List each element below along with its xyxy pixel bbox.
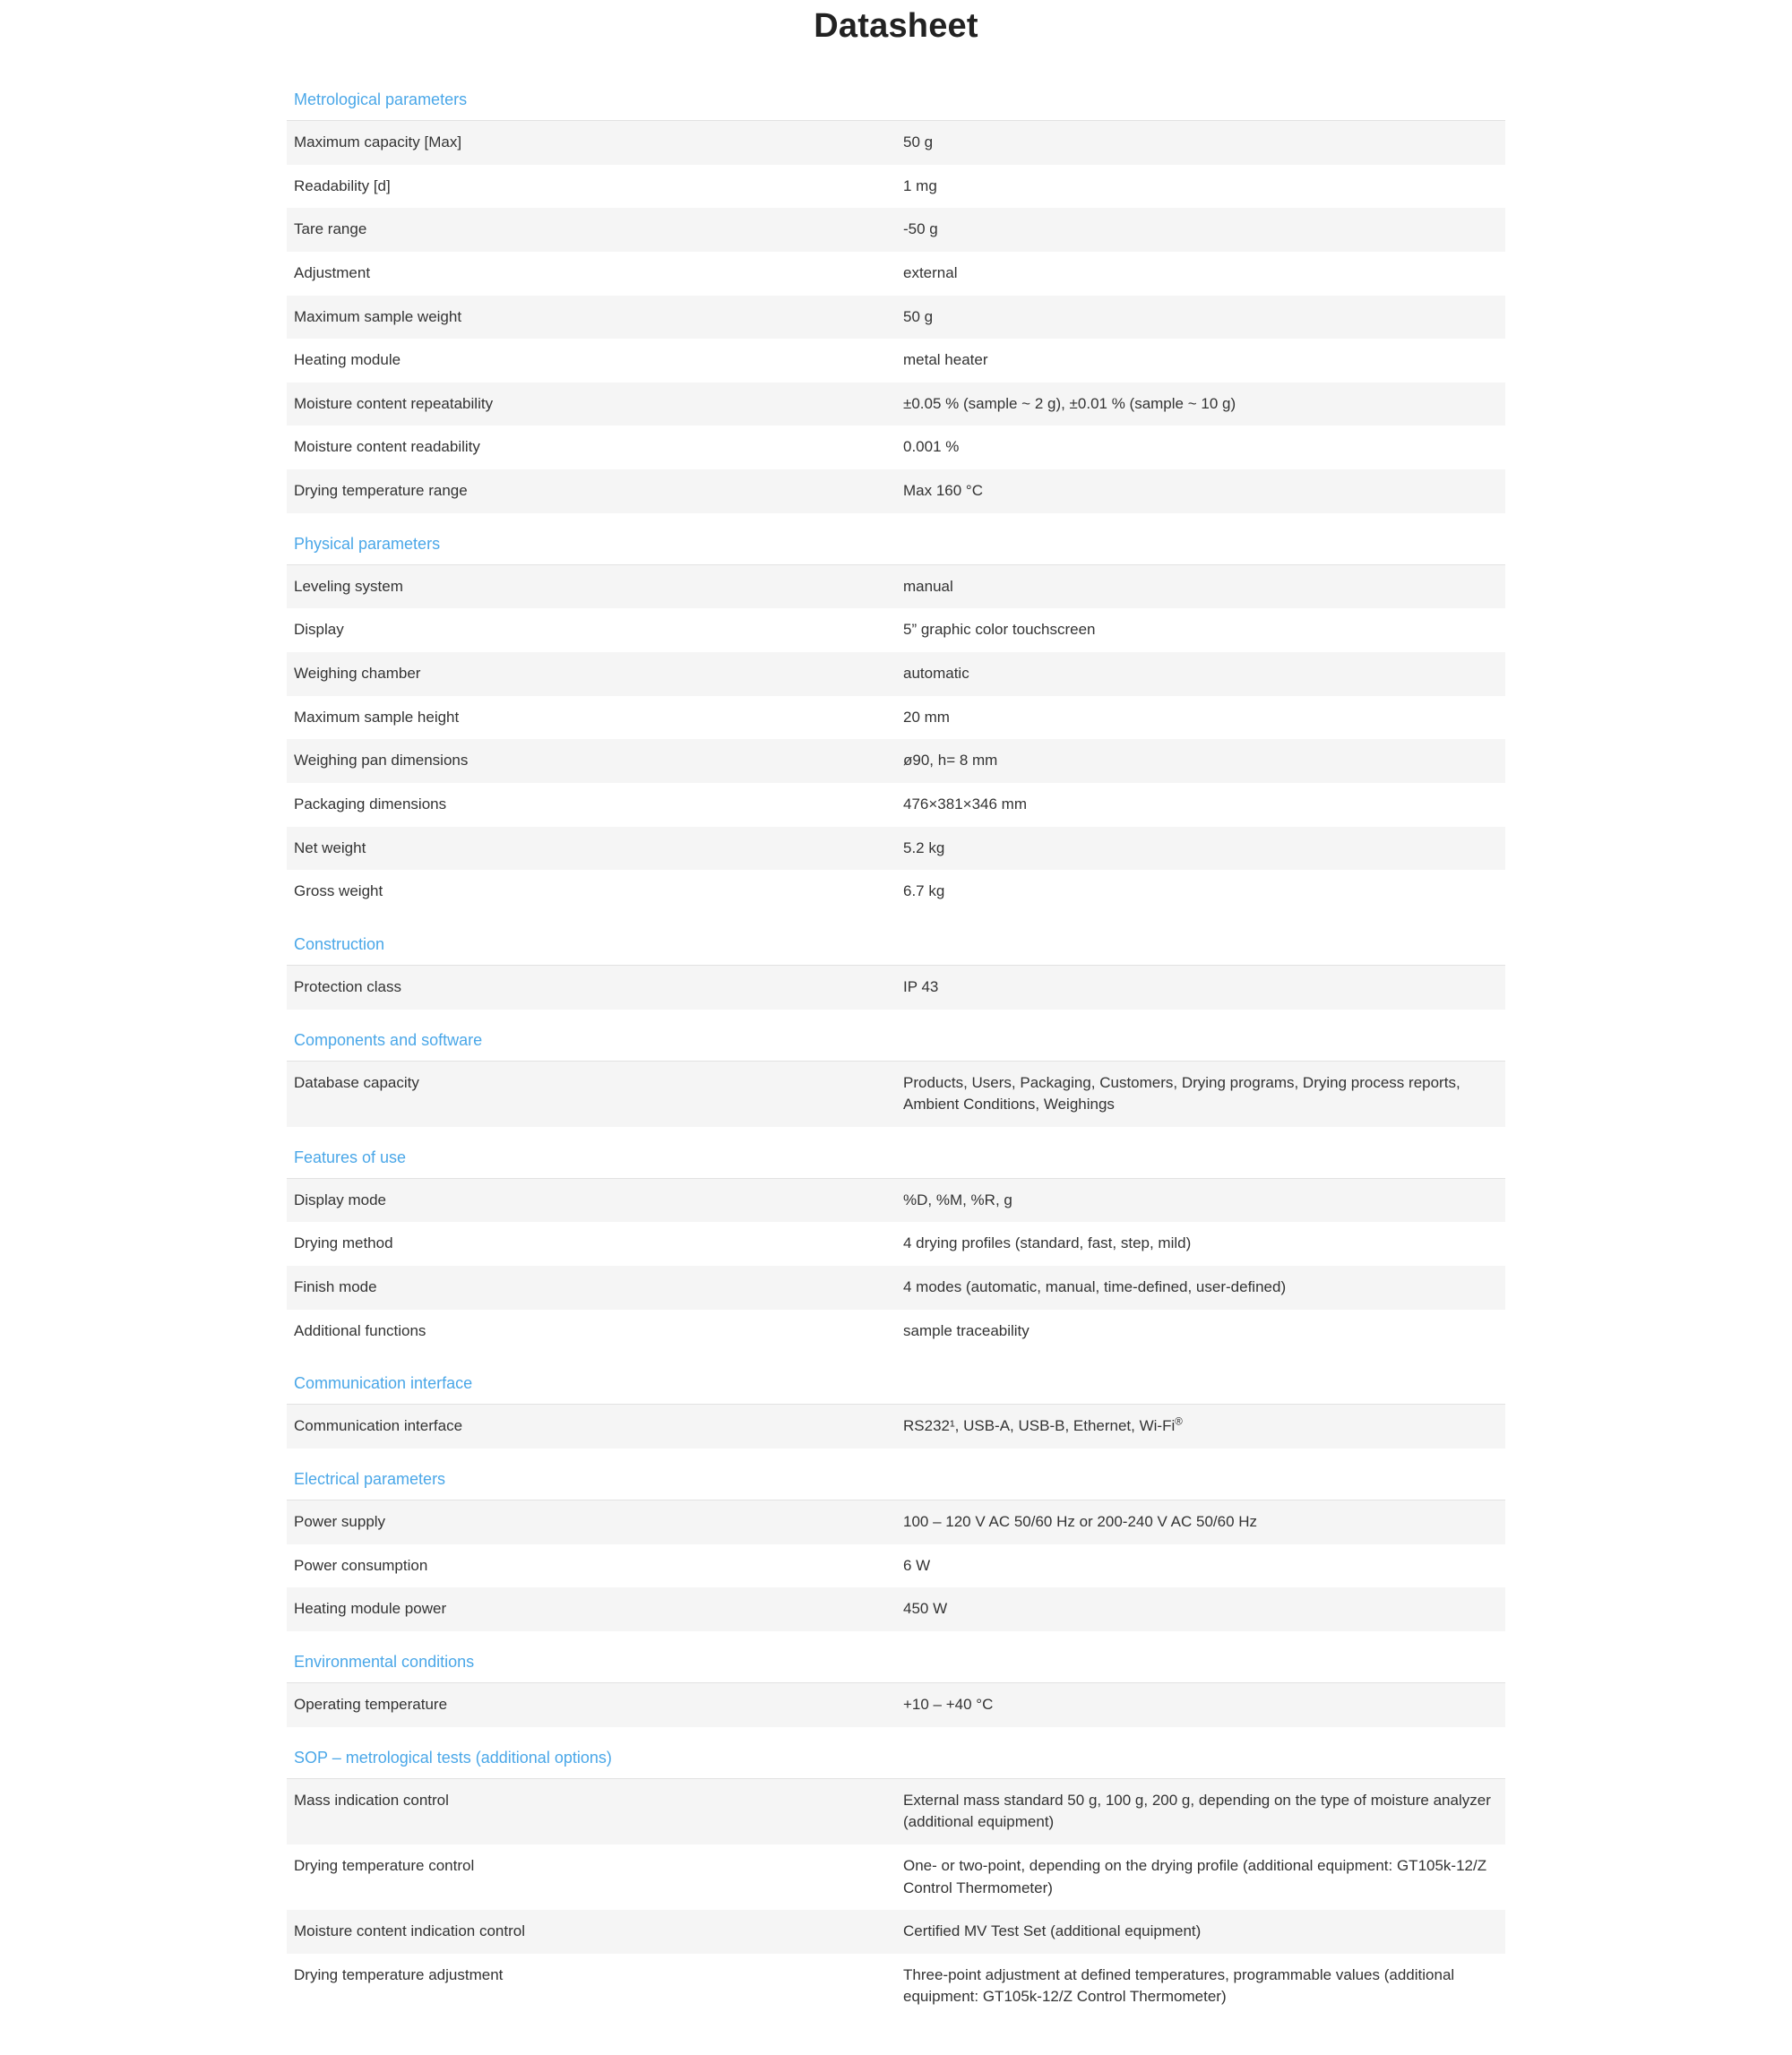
spec-value: Three-point adjustment at defined temperatures, programmable values (additional equipment: GT105k-12/Z Control Thermometer) [903, 1965, 1455, 2006]
spec-label: Heating module [294, 351, 401, 369]
spec-label: Display [294, 621, 344, 639]
spec-label: Additional functions [294, 1321, 426, 1339]
spec-section [287, 1365, 1505, 1449]
section-heading: Metrological parameters [294, 90, 468, 108]
spec-label: Maximum sample weight [294, 307, 462, 325]
section-table-wrapper [287, 1778, 1505, 2019]
spec-table [287, 121, 1505, 513]
table-row [287, 1683, 1505, 1727]
spec-table [287, 565, 1505, 914]
spec-label: Drying temperature range [294, 482, 468, 500]
spec-label: Weighing chamber [294, 665, 421, 683]
spec-value: 5.2 kg [903, 838, 945, 856]
spec-table [287, 1179, 1505, 1354]
table-row [287, 1544, 1505, 1588]
table-row [287, 165, 1505, 209]
datasheet-page [0, 7, 1792, 2055]
spec-table [287, 1779, 1505, 2019]
spec-value: 0.001 % [903, 438, 960, 456]
spec-value: 50 g [903, 307, 934, 325]
spec-value: Max 160 °C [903, 482, 984, 500]
spec-table [287, 1405, 1505, 1449]
spec-value: 6 W [903, 1556, 931, 1574]
spec-value: manual [903, 577, 953, 595]
table-row [287, 121, 1505, 165]
spec-label: Drying temperature adjustment [294, 1965, 504, 1983]
spec-value: 1 mg [903, 176, 937, 194]
section-heading: Electrical parameters [294, 1470, 446, 1489]
spec-label: Protection class [294, 977, 401, 995]
spec-label: Adjustment [294, 263, 371, 281]
spec-table [287, 1683, 1505, 1727]
table-row [287, 739, 1505, 783]
spec-label: Finish mode [294, 1278, 377, 1296]
spec-value: 6.7 kg [903, 882, 945, 900]
table-row [287, 1062, 1505, 1127]
spec-value: 5” graphic color touchscreen [903, 621, 1096, 639]
section-heading: Physical parameters [294, 534, 441, 553]
spec-label: Drying temperature control [294, 1856, 475, 1874]
spec-section [287, 1740, 1505, 2019]
spec-section [287, 1139, 1505, 1354]
sections-container [287, 82, 1505, 2019]
spec-label: Maximum capacity [Max] [294, 133, 462, 150]
table-row [287, 870, 1505, 914]
table-row [287, 827, 1505, 871]
spec-value: 4 drying profiles (standard, fast, step, mild) [903, 1234, 1192, 1252]
table-row [287, 426, 1505, 469]
table-row [287, 1222, 1505, 1266]
spec-label: Leveling system [294, 577, 403, 595]
section-table-wrapper [287, 965, 1505, 1010]
section-table-wrapper [287, 1500, 1505, 1631]
section-table-wrapper [287, 120, 1505, 513]
datasheet-content [287, 82, 1505, 2019]
spec-value [896, 1405, 1505, 1449]
section-heading: Features of use [294, 1148, 407, 1166]
spec-value-text: RS232¹, USB-A, USB-B, Ethernet, Wi-Fi [903, 1417, 1176, 1435]
spec-label: Display mode [294, 1191, 386, 1208]
spec-label: Tare range [294, 220, 367, 238]
spec-label: Readability [d] [294, 176, 391, 194]
spec-section [287, 926, 1505, 1010]
spec-value: 100 – 120 V AC 50/60 Hz or 200-240 V AC 50/60 Hz [903, 1513, 1258, 1531]
spec-label: Database capacity [294, 1073, 419, 1091]
spec-label: Operating temperature [294, 1695, 448, 1713]
spec-label: Packaging dimensions [294, 795, 447, 813]
spec-value: ±0.05 % (sample ~ 2 g), ±0.01 % (sample ~ 10 g) [903, 394, 1236, 412]
spec-label: Maximum sample height [294, 708, 460, 726]
spec-value: %D, %M, %R, g [903, 1191, 1012, 1208]
table-row [287, 383, 1505, 426]
table-row [287, 1405, 1505, 1449]
spec-value: +10 – +40 °C [903, 1695, 994, 1713]
spec-value: 4 modes (automatic, manual, time-defined, user-defined) [903, 1278, 1287, 1296]
registered-mark: ® [1175, 1416, 1183, 1428]
spec-value: Products, Users, Packaging, Customers, Drying programs, Drying process reports, Ambient Conditions, Weighings [903, 1073, 1460, 1113]
spec-label: Heating module power [294, 1600, 447, 1618]
section-heading: SOP – metrological tests (additional options) [294, 1748, 612, 1767]
table-row [287, 966, 1505, 1010]
spec-value: 50 g [903, 133, 934, 150]
spec-label: Mass indication control [294, 1791, 449, 1809]
section-heading: Environmental conditions [294, 1652, 475, 1671]
spec-value: external [903, 263, 958, 281]
table-row [287, 1910, 1505, 1954]
spec-label: Power consumption [294, 1556, 428, 1574]
spec-value: One- or two-point, depending on the drying profile (additional equipment: GT105k-12/Z Control Thermometer) [903, 1856, 1487, 1896]
table-row [287, 469, 1505, 513]
section-table-wrapper [287, 1061, 1505, 1127]
spec-value: External mass standard 50 g, 100 g, 200 g, depending on the type of moisture analyzer (additional equipment) [903, 1791, 1491, 1831]
table-row [287, 1179, 1505, 1223]
table-row [287, 252, 1505, 296]
table-row [287, 1500, 1505, 1544]
spec-value: -50 g [903, 220, 938, 238]
spec-label: Moisture content repeatability [294, 394, 494, 412]
spec-value: sample traceability [903, 1321, 1030, 1339]
spec-section [287, 1461, 1505, 1631]
spec-value: automatic [903, 665, 969, 683]
spec-label: Moisture content indication control [294, 1922, 525, 1940]
spec-label: Drying method [294, 1234, 393, 1252]
spec-table [287, 1062, 1505, 1127]
table-row [287, 783, 1505, 827]
table-row [287, 608, 1505, 652]
spec-table [287, 1500, 1505, 1631]
section-table-wrapper [287, 1682, 1505, 1727]
spec-value: 20 mm [903, 708, 950, 726]
spec-label: Moisture content readability [294, 438, 480, 456]
table-row [287, 1310, 1505, 1354]
spec-label: Gross weight [294, 882, 383, 900]
spec-section [287, 526, 1505, 914]
spec-label: Power supply [294, 1513, 386, 1531]
spec-label: Weighing pan dimensions [294, 752, 469, 770]
table-row [287, 208, 1505, 252]
table-row [287, 339, 1505, 383]
spec-section [287, 1022, 1505, 1127]
section-heading: Communication interface [294, 1374, 473, 1393]
spec-label: Net weight [294, 838, 366, 856]
section-heading: Components and software [294, 1030, 483, 1049]
section-table-wrapper [287, 1404, 1505, 1449]
spec-value: IP 43 [903, 977, 939, 995]
spec-value: 476×381×346 mm [903, 795, 1027, 813]
table-row [287, 696, 1505, 740]
spec-value: 450 W [903, 1600, 948, 1618]
spec-value: Certified MV Test Set (additional equipment) [903, 1922, 1202, 1940]
table-row [287, 652, 1505, 696]
page-title: Datasheet [814, 7, 978, 45]
table-row [287, 1954, 1505, 2019]
table-row [287, 1587, 1505, 1631]
section-table-wrapper [287, 564, 1505, 914]
section-heading: Construction [294, 934, 385, 953]
table-row [287, 1266, 1505, 1310]
table-row [287, 296, 1505, 340]
section-table-wrapper [287, 1178, 1505, 1354]
spec-section [287, 82, 1505, 513]
spec-value: metal heater [903, 351, 988, 369]
spec-label: Communication interface [294, 1417, 463, 1435]
spec-table [287, 966, 1505, 1010]
table-row [287, 1844, 1505, 1910]
spec-section [287, 1644, 1505, 1727]
spec-value: ø90, h= 8 mm [903, 752, 998, 770]
table-row [287, 1779, 1505, 1844]
table-row [287, 565, 1505, 609]
